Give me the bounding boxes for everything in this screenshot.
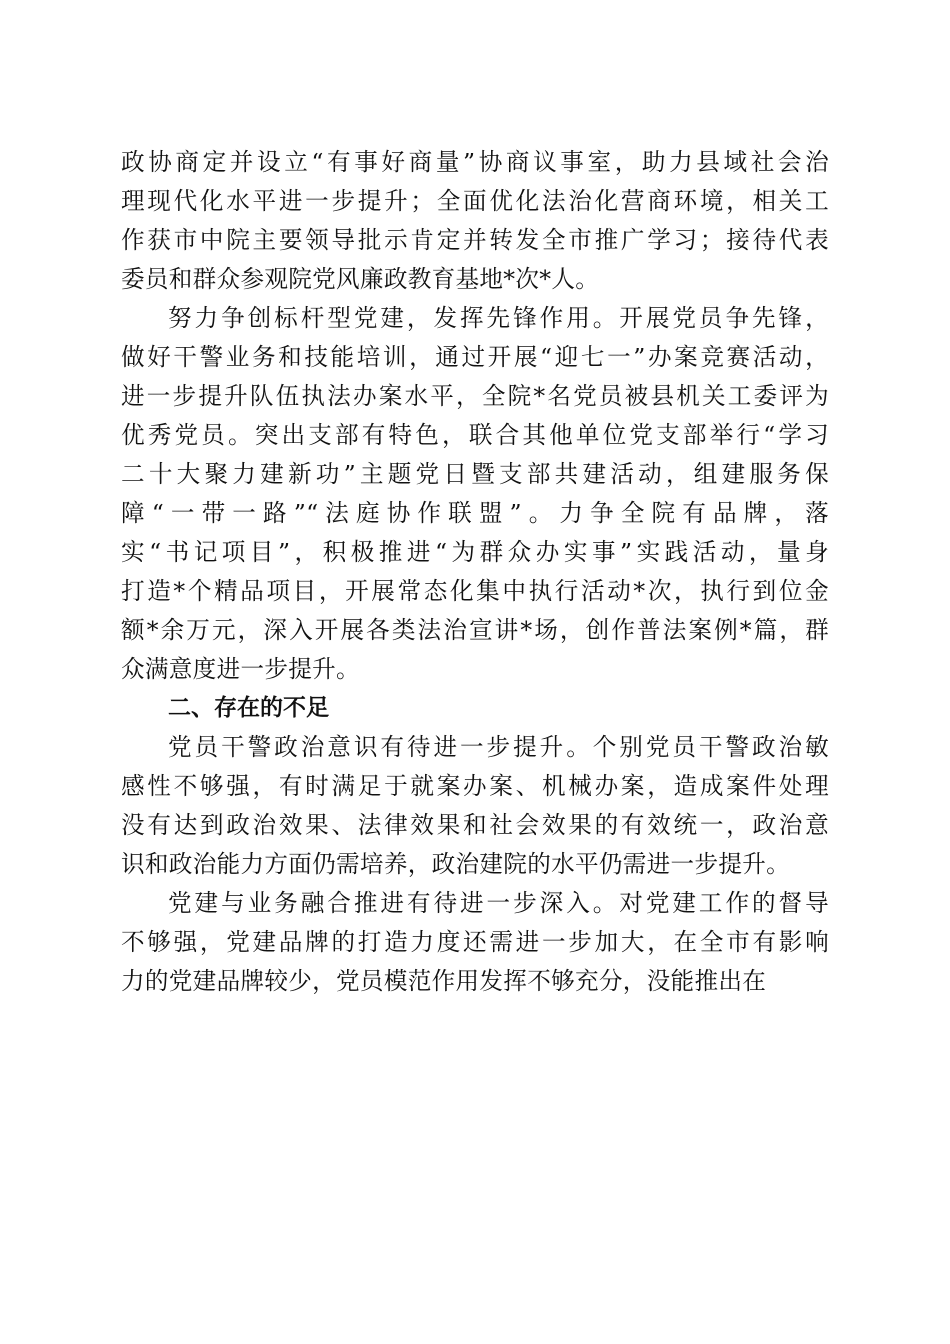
paragraph-line: 没有达到政治效果、法律效果和社会效果的有效统一，政治意 (121, 811, 829, 839)
paragraph-line: 障“一带一路”“法庭协作联盟”。力争全院有品牌，落 (121, 499, 829, 527)
paragraph-line: 作获市中院主要领导批示肯定并转发全市推广学习；接待代表 (121, 226, 829, 254)
paragraph (121, 884, 829, 1001)
paragraph-line: 打造*个精品项目，开展常态化集中执行活动*次，执行到位金 (121, 577, 829, 605)
paragraph-line: 识和政治能力方面仍需培养，政治建院的水平仍需进一步提升。 (121, 850, 791, 878)
paragraph-line: 党员干警政治意识有待进一步提升。个别党员干警政治敏 (168, 733, 829, 761)
paragraph-line: 委员和群众参观院党风廉政教育基地*次*人。 (121, 265, 600, 293)
paragraph-line: 努力争创标杆型党建，发挥先锋作用。开展党员争先锋， (168, 304, 829, 332)
paragraph-line: 政协商定并设立“有事好商量”协商议事室，助力县域社会治 (121, 148, 829, 176)
paragraph (121, 728, 829, 884)
paragraph (121, 299, 829, 689)
paragraph-line: 额*余万元，深入开展各类法治宣讲*场，创作普法案例*篇，群 (121, 616, 829, 644)
paragraph-line: 感性不够强，有时满足于就案办案、机械办案，造成案件处理 (121, 772, 829, 800)
paragraph-line: 二十大聚力建新功”主题党日暨支部共建活动，组建服务保 (121, 460, 829, 488)
paragraph-line: 做好干警业务和技能培训，通过开展“迎七一”办案竞赛活动， (121, 343, 829, 371)
paragraph-line: 党建与业务融合推进有待进一步深入。对党建工作的督导 (168, 889, 829, 917)
paragraph-line: 实“书记项目”，积极推进“为群众办实事”实践活动，量身 (121, 538, 829, 566)
paragraph-line: 不够强，党建品牌的打造力度还需进一步加大，在全市有影响 (121, 928, 829, 956)
paragraph-line: 理现代化水平进一步提升；全面优化法治化营商环境，相关工 (121, 187, 829, 215)
paragraph-line: 进一步提升队伍执法办案水平，全院*名党员被县机关工委评为 (121, 382, 829, 410)
paragraph-line: 众满意度进一步提升。 (121, 655, 360, 683)
document-body (121, 143, 829, 1001)
paragraph (121, 143, 829, 299)
section-heading-text: 二、存在的不足 (168, 695, 329, 721)
paragraph-line: 优秀党员。突出支部有特色，联合其他单位党支部举行“学习 (121, 421, 829, 449)
paragraph-line: 力的党建品牌较少，党员模范作用发挥不够充分，没能推出在 (121, 967, 767, 995)
section-heading (121, 689, 829, 728)
